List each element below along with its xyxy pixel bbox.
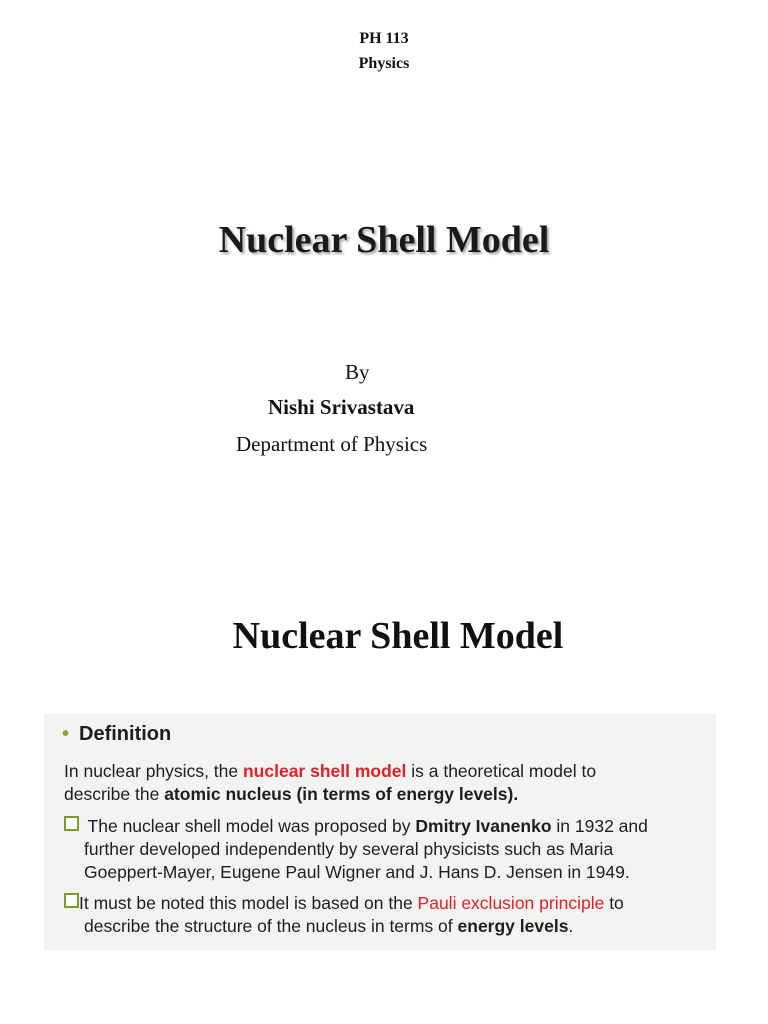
course-name: Physics [358, 55, 410, 72]
bullet-item-pauli [64, 892, 704, 938]
bullet-bold-text: energy levels [457, 916, 569, 936]
definition-paragraph [64, 760, 704, 806]
bullet-item-history [64, 815, 704, 884]
def-term-highlight: nuclear shell model [242, 761, 407, 781]
pauli-highlight: Pauli exclusion principle [417, 893, 605, 913]
def-text: is a theoretical model to [406, 761, 597, 781]
bullet-text: to [604, 893, 624, 913]
definition-panel [44, 714, 716, 950]
bullet-dot-icon: • [62, 723, 70, 745]
slide2-title: Nuclear Shell Model [232, 615, 564, 657]
bullet-text: describe the structure of the nucleus in terms of [84, 916, 458, 936]
checkbox-square-icon [64, 816, 79, 831]
definition-heading [62, 723, 171, 746]
checkbox-square-icon [64, 893, 79, 908]
def-bold-text: atomic nucleus (in terms of energy levels). [164, 784, 519, 804]
course-code: PH 113 [359, 30, 409, 47]
bullet-text: Goeppert-Mayer, Eugene Paul Wigner and J. Hans D. Jensen in 1949. [84, 862, 630, 882]
bullet-bold-text: Dmitry Ivanenko [415, 816, 552, 836]
bullet-text: further developed independently by several physicists such as Maria [84, 839, 614, 859]
def-text: describe the [64, 784, 165, 804]
author-name: Nishi Srivastava [268, 395, 415, 419]
definition-heading-label: Definition [79, 723, 172, 745]
bullet-line [64, 915, 704, 938]
bullet-text: in 1932 and [551, 816, 648, 836]
bullet-text: . [568, 916, 574, 936]
by-label: By [345, 360, 370, 384]
bullet-text: The nuclear shell model was proposed by [83, 816, 416, 836]
slide1-title: Nuclear Shell Model [218, 219, 550, 261]
bullet-text: It must be noted this model is based on the [79, 893, 418, 913]
def-text: In nuclear physics, the [64, 761, 243, 781]
department-name: Department of Physics [236, 432, 428, 456]
